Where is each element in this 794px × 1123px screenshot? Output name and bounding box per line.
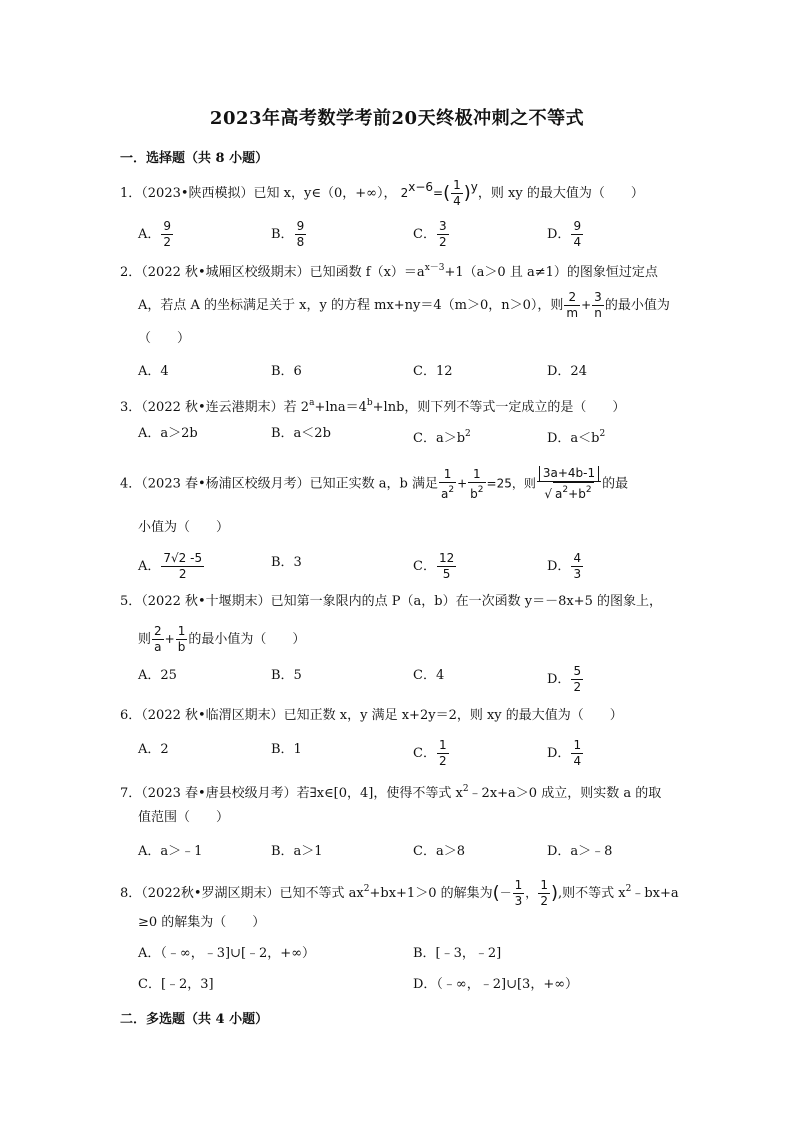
q6-option-c-frac <box>437 738 449 769</box>
q5-option-d-label: D． <box>547 672 571 687</box>
q7-option-d: D．a＞﹣8 <box>547 844 613 859</box>
q6-option-c <box>413 738 450 769</box>
q4-option-a-num: 7√2 -5 <box>163 551 203 565</box>
q1-exponent: x−6 <box>408 180 434 194</box>
q4-sqrt-a-sup: 2 <box>562 485 569 495</box>
q1-option-d-frac <box>571 219 583 250</box>
q5-option-c: C．4 <box>413 668 445 683</box>
q5-text-a: 则 <box>138 632 152 647</box>
q1-option-c-frac <box>437 219 449 250</box>
q4-frac-2 <box>468 467 485 502</box>
question-1-suffix: ，则 xy 的最大值为（ ） <box>477 186 644 201</box>
q1-option-a-den: 2 <box>163 235 172 249</box>
q5-option-b: B．5 <box>271 668 302 683</box>
q4-frac-1-den <box>439 483 456 502</box>
q1-option-c <box>413 219 450 250</box>
question-8-line-2: ≥0 的解集为（ ） <box>138 915 266 930</box>
q4-option-a <box>138 551 205 582</box>
q3-option-a: A．a＞2b <box>138 426 198 441</box>
question-2-line-1 <box>120 258 658 283</box>
q1-option-b-frac <box>295 219 307 250</box>
q6-option-d <box>547 738 584 769</box>
page-title: 2023年高考数学考前20天终极冲刺之不等式 <box>209 108 585 129</box>
q4-frac-1-num: 1 <box>439 467 456 483</box>
q2-frac-1 <box>564 290 580 321</box>
q4-sqrt-b: b <box>578 487 586 501</box>
q4-sqrt-expr <box>553 482 594 502</box>
q1-option-d-label: D． <box>547 227 571 242</box>
q8-sup-2: 2 <box>625 884 632 894</box>
q8-frac-1-den: 3 <box>514 894 523 908</box>
q1-option-a-num: 9 <box>163 219 172 233</box>
q5-text-b: 的最小值为（ ） <box>188 632 306 647</box>
q4-sqrt-b-sup: 2 <box>585 485 592 495</box>
question-7-line-1 <box>120 779 661 804</box>
q4-option-a-frac <box>161 551 204 582</box>
q4-option-c-den: 5 <box>442 567 451 581</box>
q4-option-c-label: C． <box>413 559 436 574</box>
q1-option-c-label: C． <box>413 227 436 242</box>
q3-option-c-sup: 2 <box>465 429 471 439</box>
q2-exponent: x－3 <box>424 263 445 273</box>
section-heading-multi-choice: 二．多选题（共 4 小题） <box>120 1012 269 1027</box>
q8-text-d: ﹣bx+a <box>631 886 679 901</box>
q4-plus: + <box>457 476 468 491</box>
q2-text-b: +1（a＞0 且 a≠1）的图象恒过定点 <box>444 265 658 280</box>
q3-option-d-sup: 2 <box>599 429 606 439</box>
q4-option-a-label: A． <box>138 559 161 574</box>
q3-option-d <box>547 424 605 449</box>
q3-option-b: B．a＜2b <box>271 426 331 441</box>
q1-option-d-num: 9 <box>573 219 582 233</box>
q4-frac-1-den-a: a <box>441 486 449 501</box>
q6-option-a: A．2 <box>138 742 169 757</box>
q1-option-a-label: A． <box>138 227 161 242</box>
question-5-line-1: 5．（2022 秋•十堰期末）已知第一象限内的点 P（a，b）在一次函数 y＝－8x+5 的图象上， <box>120 594 662 609</box>
q7-text-b: ﹣2x+a＞0 成立，则实数 a 的取 <box>468 786 662 801</box>
q4-frac-2-den-sup: 2 <box>477 484 484 495</box>
question-5-line-2 <box>138 624 305 655</box>
q7-option-a: A．a＞﹣1 <box>138 844 203 859</box>
q3-option-d-text: D．a＜b <box>547 431 600 446</box>
q4-text-b: =25，则 <box>486 476 536 491</box>
q8-text-c: ,则不等式 x <box>557 886 626 901</box>
q1-option-b-label: B． <box>271 227 294 242</box>
q8-option-d: D．（﹣∞，﹣2]∪[3，+∞） <box>413 977 579 992</box>
question-2-line-3: （ ） <box>138 331 191 346</box>
q4-option-c-frac <box>437 551 456 582</box>
q4-option-a-den: 2 <box>178 567 187 581</box>
q4-option-d-label: D． <box>547 559 571 574</box>
q2-text-d: 的最小值为 <box>604 298 670 313</box>
q2-option-b: B．6 <box>271 364 302 379</box>
q3-sup-b: b <box>366 398 373 408</box>
q4-abs-expr: 3a+4b-1 <box>539 466 599 481</box>
q3-text-a: 3．（2022 秋•连云港期末）若 2 <box>120 400 310 415</box>
question-4-line-1 <box>120 466 628 502</box>
q4-frac-2-den <box>468 483 485 502</box>
q2-frac-1-den: m <box>566 306 579 320</box>
q6-option-c-label: C． <box>413 746 436 761</box>
q5-plus: + <box>164 632 175 646</box>
q1-base: 2 <box>400 186 409 200</box>
q5-option-d <box>547 664 584 695</box>
q5-frac-1 <box>152 624 164 655</box>
q8-sup-1: 2 <box>363 884 370 894</box>
q1-option-d-den: 4 <box>573 235 582 249</box>
q5-frac-2-num: 1 <box>177 624 186 638</box>
q4-frac-1-den-sup: 2 <box>448 484 455 495</box>
question-7-line-2: 值范围（ ） <box>138 810 230 825</box>
q4-text-c: 的最 <box>602 476 629 492</box>
q2-option-d: D．24 <box>547 364 587 379</box>
q3-text-b: +lna＝4 <box>314 400 367 415</box>
q8-frac-2-num: 1 <box>540 878 548 892</box>
q4-frac-1 <box>439 467 456 502</box>
q8-text-a: 8．（2022秋•罗湖区期末）已知不等式 ax <box>120 886 364 901</box>
q8-minus: － <box>499 886 512 900</box>
q2-frac-2-num: 3 <box>594 290 602 304</box>
q7-sup: 2 <box>462 784 469 794</box>
q8-frac-2 <box>538 878 550 909</box>
q5-option-d-num: 5 <box>573 664 582 678</box>
q1-frac-den: 4 <box>453 194 461 208</box>
q1-option-d <box>547 219 584 250</box>
section-heading-single-choice: 一．选择题（共 8 小题） <box>120 151 269 166</box>
q4-big-frac-num <box>537 466 601 482</box>
q7-option-b: B．a＞1 <box>271 844 323 859</box>
q3-option-c <box>413 424 471 449</box>
q5-option-a: A．25 <box>138 668 177 683</box>
q4-text-a: 4．（2023 春•杨浦区校级月考）已知正实数 a，b 满足 <box>120 476 438 492</box>
q7-text-a: 7．（2023 春•唐县校级月考）若∃x∈[0，4]，使得不等式 x <box>120 786 463 801</box>
q4-sqrt-plus: + <box>568 487 579 501</box>
q1-equals: = <box>433 186 444 200</box>
q2-text-a: 2．（2022 秋•城厢区校级期末）已知函数 f（x）＝a <box>120 265 425 280</box>
q8-comma: ， <box>525 886 538 900</box>
q3-sup-a: a <box>309 398 315 408</box>
q3-text-c: +lnb，则下列不等式一定成立的是（ ） <box>372 400 626 415</box>
q1-option-c-den: 2 <box>438 235 447 249</box>
q8-frac-1-num: 1 <box>514 878 523 892</box>
q5-option-d-frac <box>571 664 583 695</box>
q4-option-c <box>413 551 457 582</box>
q8-rparen: ) <box>550 882 558 904</box>
q4-option-c-num: 12 <box>438 551 455 565</box>
q6-option-d-frac <box>571 738 583 769</box>
q8-option-a: A．（﹣∞，﹣3]∪[﹣2，+∞） <box>138 946 316 961</box>
question-6: 6．（2022 秋•临渭区期末）已知正数 x，y 满足 x+2y＝2，则 xy 的最大值为（ ） <box>120 708 623 723</box>
q4-sqrt-a: a <box>555 487 563 501</box>
q7-option-c: C．a＞8 <box>413 844 465 859</box>
q1-option-a <box>138 219 174 250</box>
q3-option-c-text: C．a＞b <box>413 431 466 446</box>
q1-option-b-num: 9 <box>296 219 305 233</box>
q2-option-c: C．12 <box>413 364 453 379</box>
question-1 <box>120 177 644 209</box>
q6-option-c-num: 1 <box>438 738 447 752</box>
q6-option-c-den: 2 <box>438 754 447 768</box>
q4-option-d <box>547 551 584 582</box>
q1-option-c-num: 3 <box>438 219 447 233</box>
q5-frac-2 <box>176 624 188 655</box>
q4-option-b: B．3 <box>271 555 302 570</box>
q2-text-c: A，若点 A 的坐标满足关于 x，y 的方程 mx+ny＝4（m＞0，n＞0），则 <box>138 298 564 313</box>
q1-exp-y: y <box>470 180 478 194</box>
q1-option-a-frac <box>161 219 173 250</box>
q1-rparen: ) <box>463 182 471 204</box>
q1-frac-num: 1 <box>453 178 461 192</box>
q4-frac-2-den-b: b <box>470 486 478 501</box>
question-8-line-1 <box>120 878 679 909</box>
q8-option-b: B．[﹣3，﹣2] <box>413 946 502 961</box>
q1-option-b <box>271 219 307 250</box>
q8-text-b: +bx+1＞0 的解集为 <box>369 886 493 901</box>
question-3 <box>120 393 625 418</box>
q8-lparen: ( <box>492 882 500 904</box>
q5-frac-1-num: 2 <box>154 624 162 638</box>
q2-plus: + <box>581 298 592 312</box>
q1-option-b-den: 8 <box>296 235 305 249</box>
q1-fraction <box>451 178 463 209</box>
q5-frac-2-den: b <box>177 640 186 654</box>
q1-lparen: ( <box>443 182 451 204</box>
q6-option-d-label: D． <box>547 746 571 761</box>
q2-frac-1-num: 2 <box>564 290 580 306</box>
q5-frac-1-den: a <box>154 640 162 654</box>
q2-frac-2 <box>592 290 604 321</box>
question-2-line-2 <box>138 290 670 321</box>
q6-option-b: B．1 <box>271 742 302 757</box>
question-1-text: 1．（2023•陕西模拟）已知 x，y∈（0，+∞）， <box>120 186 397 201</box>
q8-frac-2-den: 2 <box>540 894 548 908</box>
q5-option-d-den: 2 <box>573 680 582 694</box>
q4-frac-2-num: 1 <box>468 467 485 483</box>
q4-option-d-frac <box>571 551 583 582</box>
q4-big-frac-den: √ $a^2+b^2$ <box>537 482 601 502</box>
q6-option-d-num: 1 <box>573 738 582 752</box>
q4-option-d-den: 3 <box>573 567 582 581</box>
q2-option-a: A．4 <box>138 364 169 379</box>
q8-frac-1 <box>513 878 525 909</box>
q4-option-d-num: 4 <box>573 551 582 565</box>
question-4-line-2: 小值为（ ） <box>138 520 230 535</box>
q2-frac-2-den: n <box>594 306 602 320</box>
q8-option-c: C．[﹣2，3] <box>138 977 214 992</box>
q4-big-frac <box>537 466 601 502</box>
q6-option-d-den: 4 <box>573 754 582 768</box>
